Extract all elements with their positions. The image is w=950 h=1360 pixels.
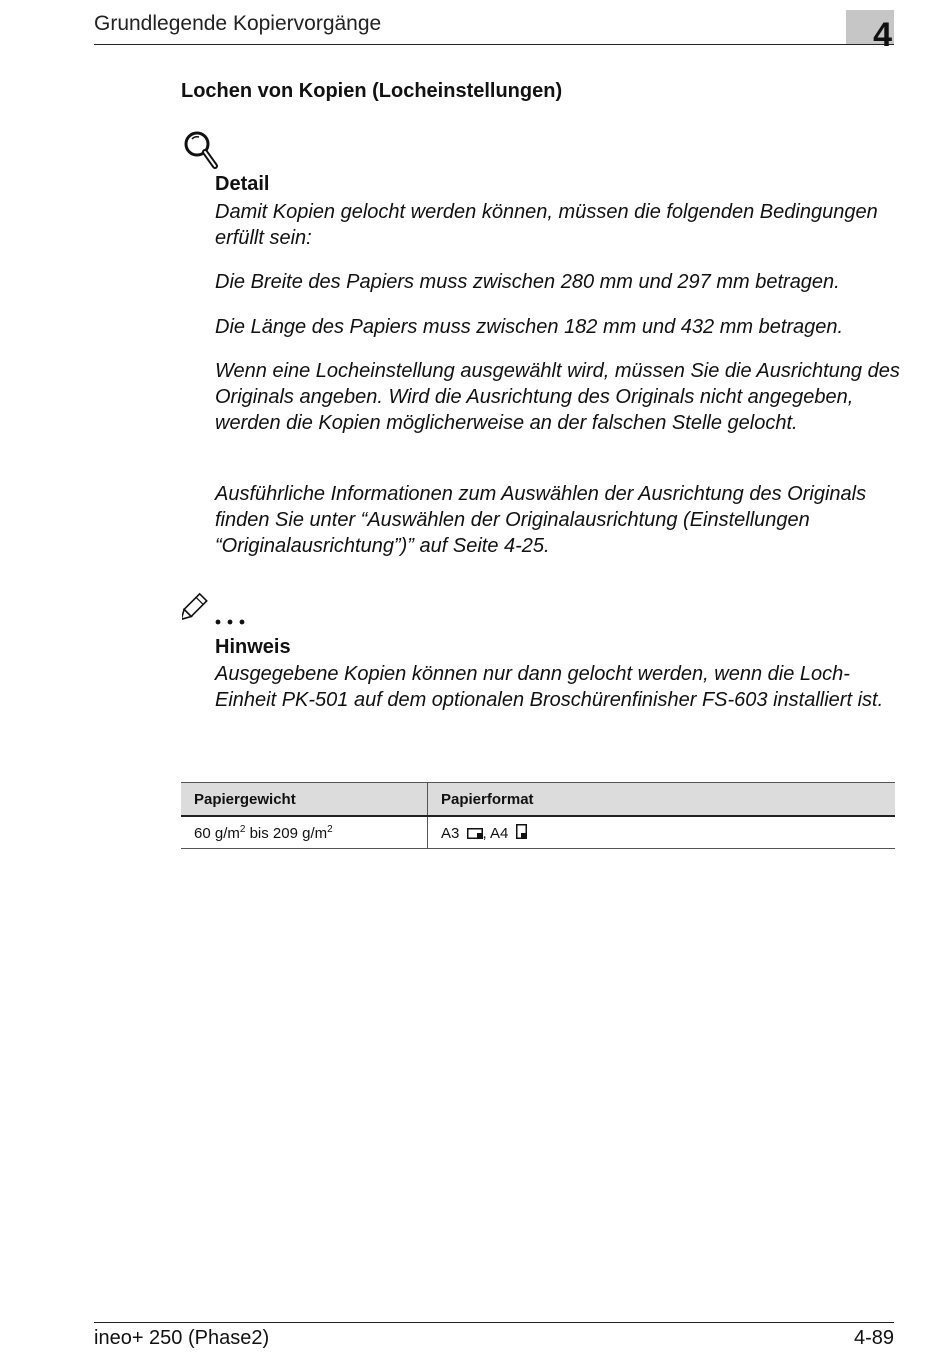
- landscape-orientation-icon: [467, 828, 483, 839]
- detail-label: Detail: [215, 173, 270, 195]
- section-heading: Lochen von Kopien (Locheinstellungen): [181, 80, 563, 102]
- detail-paragraph-4: Wenn eine Locheinstellung ausgewählt wird, müssen Sie die Ausrichtung des Originals angeben. Wird die Ausrichtung des Originals nicht angegeben, werden die Kopien möglicherweise an der falschen Stelle gelocht.: [215, 360, 900, 434]
- detail-paragraph-1: Damit Kopien gelocht werden können, müssen die folgenden Bedingungen erfüllt sein:: [215, 201, 878, 249]
- weight-from: 60 g/m: [194, 824, 240, 842]
- footer-product-name: ineo+ 250 (Phase2): [94, 1327, 270, 1349]
- header-title: Grundlegende Kopiervorgänge: [94, 12, 382, 35]
- weight-from-exponent: 2: [239, 823, 246, 835]
- hint-text: Ausgegebene Kopien können nur dann gelocht werden, wenn die Loch-Einheit PK-501 auf dem optionalen Broschürenfinisher FS-603 installiert ist.: [215, 663, 884, 711]
- format-a4: , A4: [482, 824, 509, 842]
- pencil-note-icon: [182, 592, 252, 628]
- detail-paragraph-5: Ausführliche Informationen zum Auswählen der Ausrichtung des Originals finden Sie unter “Auswählen der Originalausrichtung (Einstellungen “Originalausrichtung”)” auf Seite 4-25.: [215, 483, 867, 557]
- column-header-paper-weight: Papiergewicht: [181, 783, 428, 817]
- header-rule: [94, 44, 894, 45]
- detail-paragraph-3: Die Länge des Papiers muss zwischen 182 mm und 432 mm betragen.: [215, 316, 844, 338]
- table-row: [181, 816, 895, 849]
- paper-spec-table: [181, 782, 895, 849]
- chapter-number: 4: [873, 16, 892, 54]
- weight-to: bis 209 g/m: [245, 824, 328, 842]
- hint-label: Hinweis: [215, 636, 291, 658]
- format-a3: A3: [441, 824, 460, 842]
- weight-to-exponent: 2: [327, 823, 333, 835]
- table-header-row: [181, 783, 895, 817]
- footer-rule: [94, 1322, 894, 1323]
- detail-paragraph-2: Die Breite des Papiers muss zwischen 280 mm und 297 mm betragen.: [215, 271, 840, 293]
- footer-page-number: 4-89: [853, 1327, 894, 1349]
- cell-paper-weight: [181, 816, 428, 849]
- magnifier-icon: [183, 130, 219, 170]
- portrait-orientation-icon: [516, 824, 527, 839]
- chapter-tab: [846, 10, 894, 54]
- column-header-paper-format: Papierformat: [428, 783, 896, 817]
- cell-paper-format: [428, 816, 896, 849]
